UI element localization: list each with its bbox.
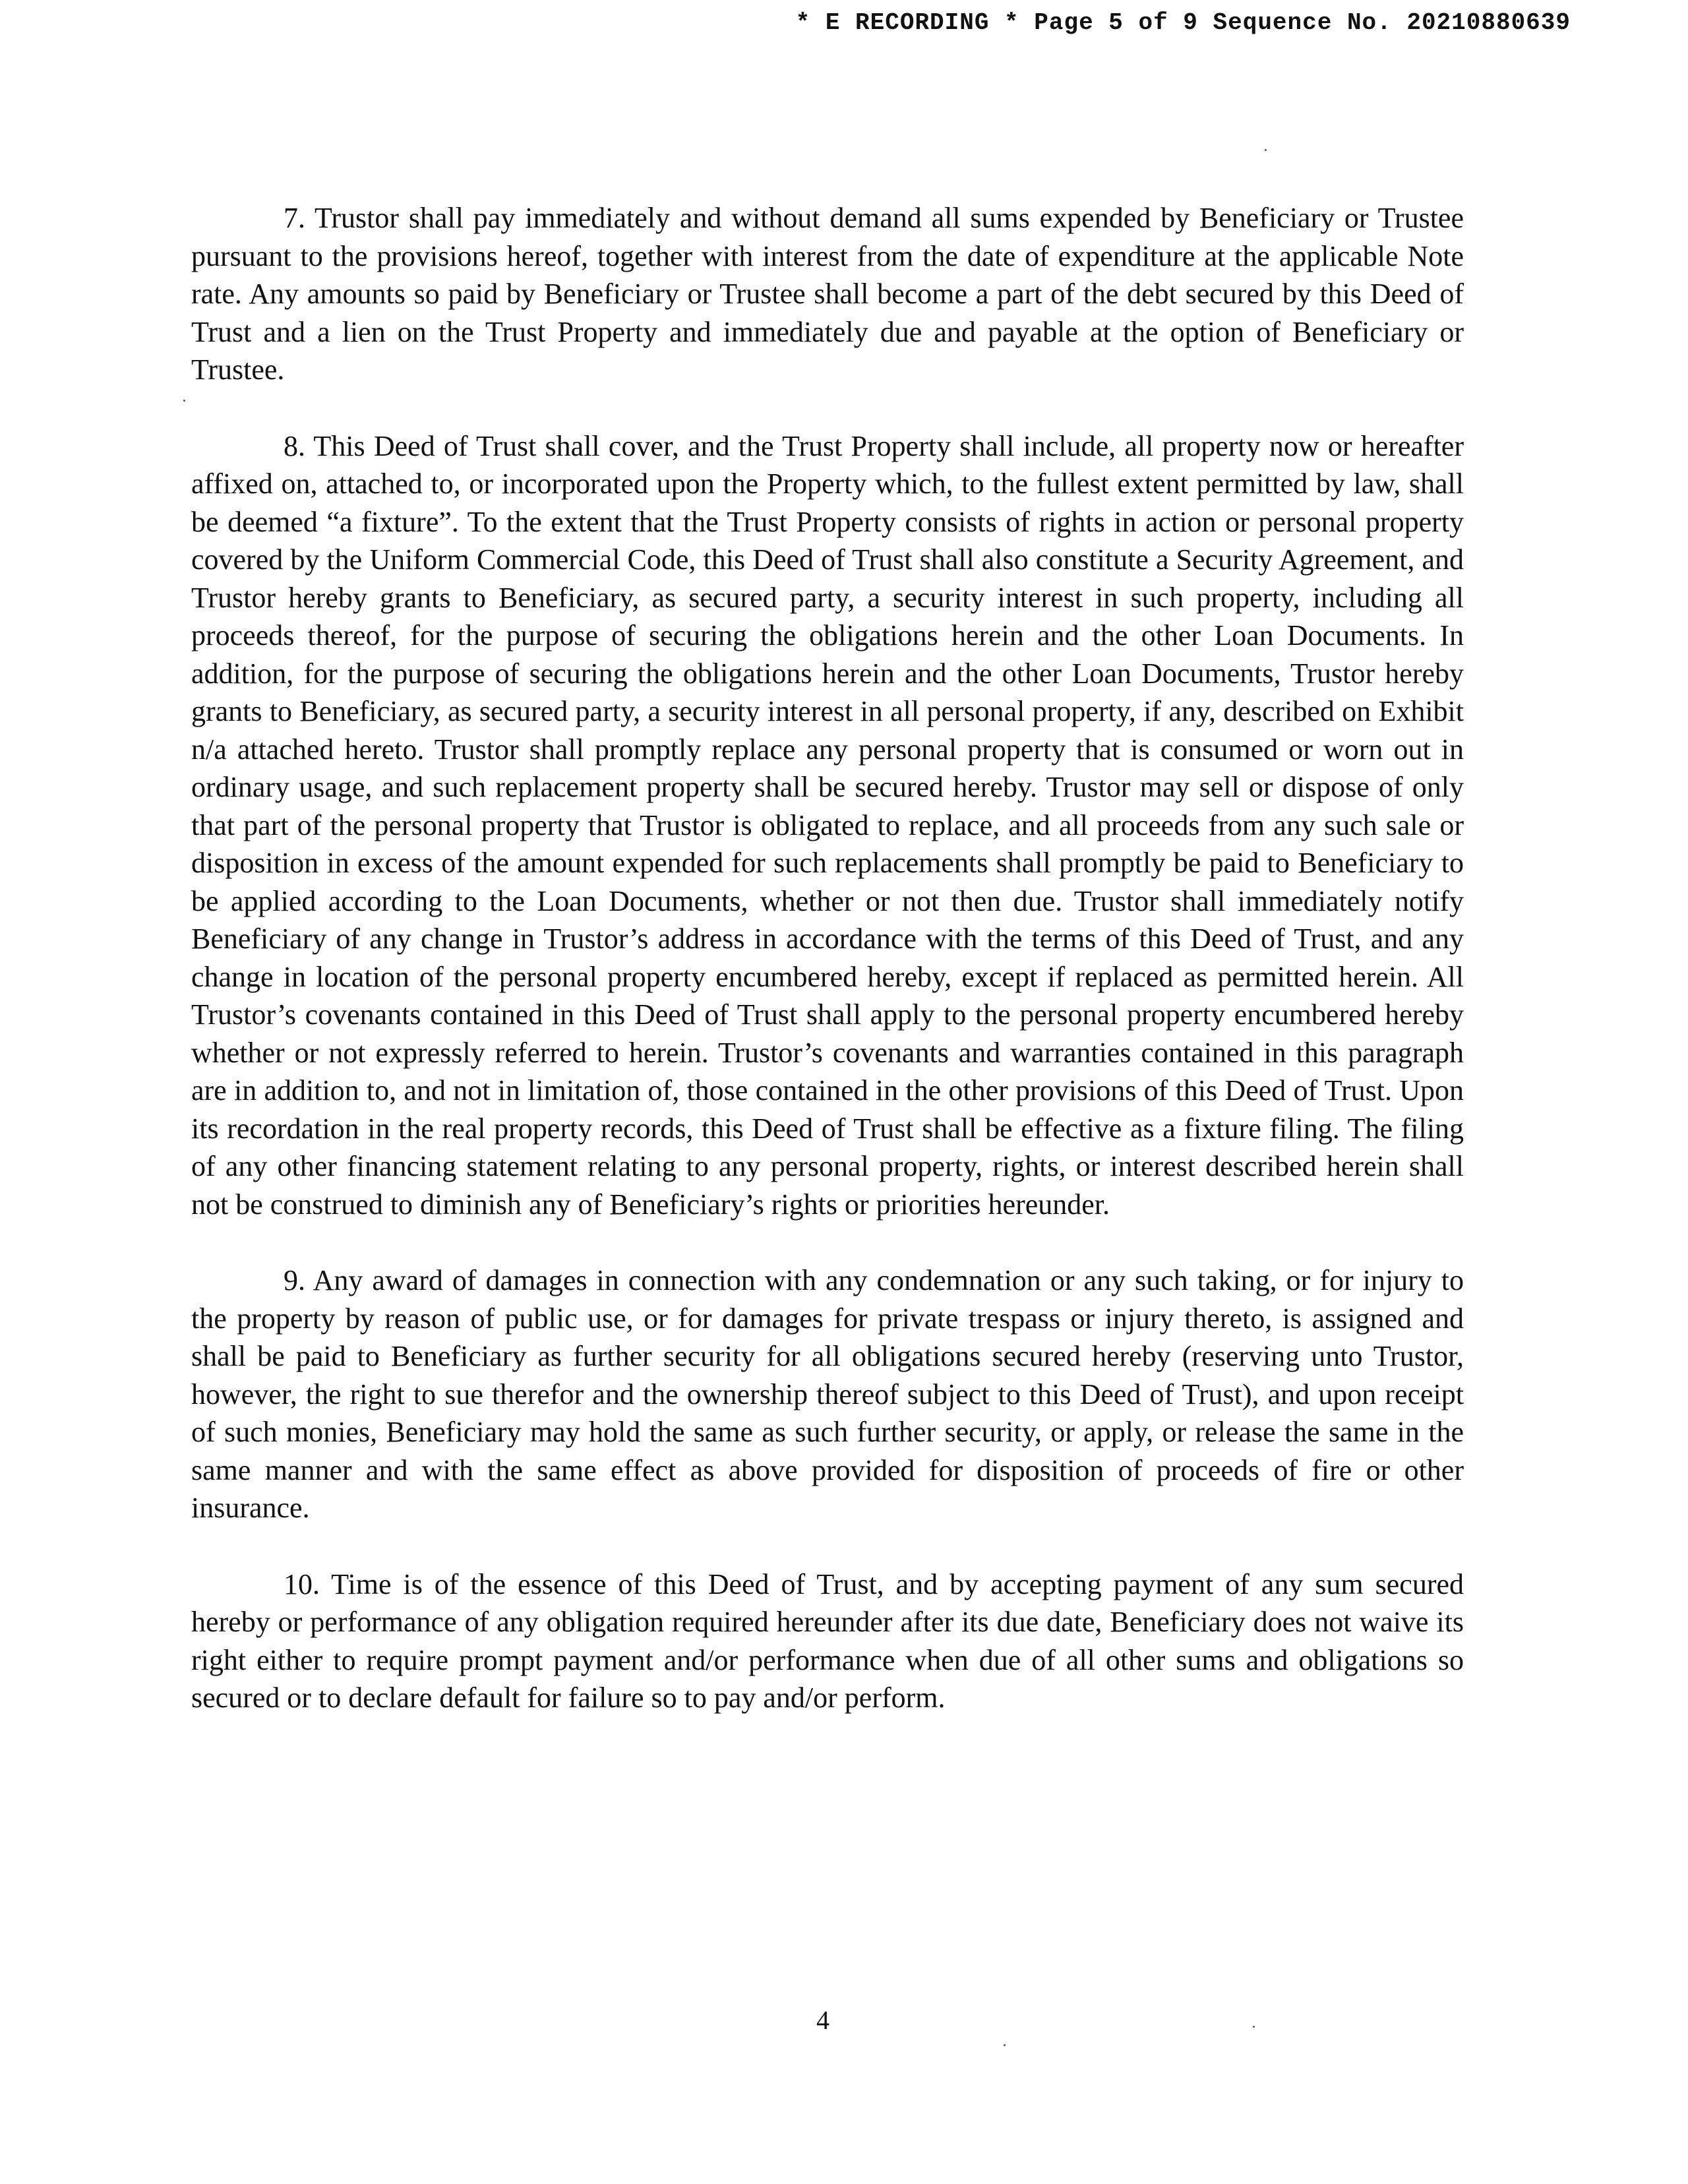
document-body <box>191 199 1464 1755</box>
page-number <box>0 2005 1688 2036</box>
paragraph-9: 9. Any award of damages in connection with any condemnation or any such taking, or for injury to the property by reason of public use, or for damages for private trespass or injury thereto, is assigned and shall be paid to Beneficiary as further security for all obligations secured hereby (reserving unto Trustor, however, the right to sue therefor and the ownership thereof subject to this Deed of Trust), and upon receipt of such monies, Beneficiary may hold the same as such further security, or apply, or release the same in the same manner and with the same effect as above provided for disposition of proceeds of fire or other insurance. <box>191 1264 1464 1524</box>
scan-speck <box>1253 2026 1255 2028</box>
scan-speck <box>1004 2044 1006 2046</box>
paragraph-8: 8. This Deed of Trust shall cover, and the Trust Property shall include, all property now or hereafter affixed on, attached to, or incorporated upon the Property which, to the fullest extent permitted by law, shall be deemed “a fixture”. To the extent that the Trust Property consists of rights in action or personal property covered by the Uniform Commercial Code, this Deed of Trust shall also constitute a Security Agreement, and Trustor hereby grants to Beneficiary, as secured party, a security interest in such property, including all proceeds thereof, for the purpose of securing the obligations herein and the other Loan Documents. In addition, for the purpose of securing the obligations herein and the other Loan Documents, Trustor hereby grants to Beneficiary, as secured party, a security interest in all personal property, if any, described on Exhibit n/a attached hereto. Trustor shall promptly replace any personal property that is consumed or worn out in ordinary usage, and such replacement property shall be secured hereby. Trustor may sell or dispose of only that part of the personal property that Trustor is obligated to replace, and all proceeds from any such sale or disposition in excess of the amount expended for such replacements shall promptly be paid to Beneficiary to be applied according to the Loan Documents, whether or not then due. Trustor shall immediately notify Beneficiary of any change in Trustor’s address in accordance with the terms of this Deed of Trust, and any change in location of the personal property encumbered hereby, except if replaced as permitted herein. All Trustor’s covenants contained in this Deed of Trust shall apply to the personal property encumbered hereby whether or not expressly referred to herein. Trustor’s covenants and warranties contained in this paragraph are in addition to, and not in limitation of, those contained in the other provisions of this Deed of Trust. Upon its recordation in the real property records, this Deed of Trust shall be effective as a fixture filing. The filing of any other financing statement relating to any personal property, rights, or interest described herein shall not be construed to diminish any of Beneficiary’s rights or priorities hereunder. <box>191 429 1464 1221</box>
paragraph-7: 7. Trustor shall pay immediately and without demand all sums expended by Beneficiary or Trustee pursuant to the provisions hereof, together with interest from the date of expenditure at the applicable Note rate. Any amounts so paid by Beneficiary or Trustee shall become a part of the debt secured by this Deed of Trust and a lien on the Trust Property and immediately due and payable at the option of Beneficiary or Trustee. <box>191 202 1464 386</box>
scan-speck <box>183 400 185 402</box>
paragraph-10: 10. Time is of the essence of this Deed of Trust, and by accepting payment of any sum secured hereby or performance of any obligation required hereunder after its due date, Beneficiary does not waive its right either to require prompt payment and/or performance when due of all other sums and obligations so secured or to declare default for failure so to pay and/or perform. <box>191 1567 1464 1714</box>
scan-speck <box>1265 149 1267 151</box>
recording-header <box>686 9 1571 36</box>
page-number-text: 4 <box>816 2005 829 2035</box>
recording-header-text: * E RECORDING * Page 5 of 9 Sequence No. 20210880639 <box>795 9 1571 36</box>
